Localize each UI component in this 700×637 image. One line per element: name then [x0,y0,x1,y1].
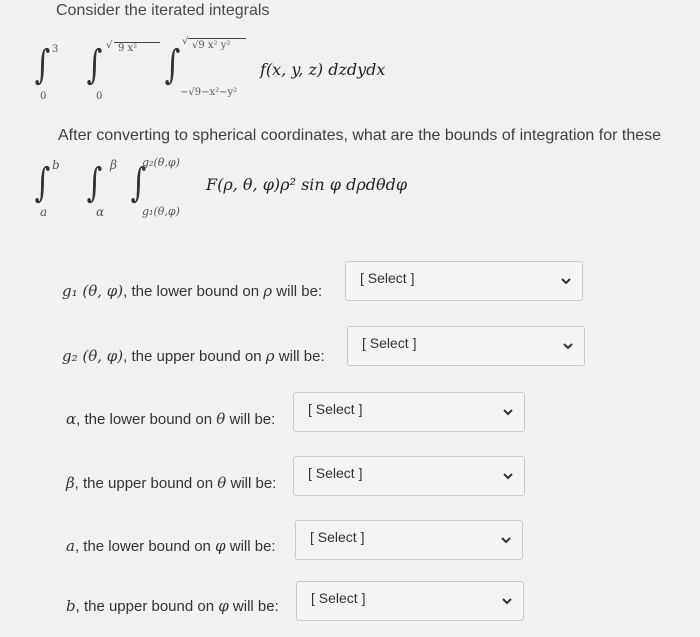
integral-sign: ∫ [130,160,147,206]
inner-lower-limit: −√9−x²−y² [180,87,238,98]
integral-sign: ∫ [164,42,181,88]
bound-text: , the lower bound on [76,411,217,428]
bound-text: , the lower bound on [74,538,216,555]
chevron-down-icon [501,595,513,607]
bound-text: , the upper bound on [74,475,218,492]
radical-sign: √ [182,36,189,47]
outer-upper-limit: b [52,158,60,172]
select-lower-theta[interactable] [293,392,525,432]
bound-suffix: will be: [274,348,325,365]
select-placeholder: [ Select ] [362,335,417,351]
select-upper-theta[interactable] [293,456,525,496]
integral-sign: ∫ [34,42,51,88]
select-upper-phi[interactable] [296,581,524,621]
middle-upper-limit: 9 x² [118,43,138,54]
integrand: F(ρ, θ, φ)ρ² sin φ dρdθdφ [206,175,408,194]
bound-variable: φ [218,597,229,615]
radical-bar [188,38,246,39]
intro-text: Consider the iterated integrals [56,2,270,19]
bound-text: , the upper bound on [75,598,219,615]
integrand: f(x, y, z) dzdydx [260,60,386,79]
integral-sign: ∫ [86,42,103,88]
select-placeholder: [ Select ] [308,465,363,481]
inner-upper-limit: g₂(θ,φ) [142,156,180,169]
select-upper-rho[interactable] [347,326,585,366]
bound-symbol: α [66,410,77,428]
inner-upper-limit: √9 x² y² [192,40,231,51]
bound-variable: θ [217,474,227,492]
middle-lower-limit: 0 [96,91,103,102]
bound-symbol: b [66,597,76,615]
select-lower-phi[interactable] [295,520,523,560]
chevron-down-icon [560,275,572,287]
bound-symbol: g₂ (θ, φ) [62,347,124,365]
chevron-down-icon [502,470,514,482]
radical-sign: √ [106,40,113,51]
bound-suffix: will be: [272,283,323,300]
bound-text: , the lower bound on [123,283,264,300]
question-text: After converting to spherical coordinates, what are the bounds of integration for these [58,127,662,144]
select-placeholder: [ Select ] [310,529,365,545]
bound-suffix: will be: [225,538,276,555]
chevron-down-icon [502,406,514,418]
outer-lower-limit: 0 [40,91,47,102]
select-placeholder: [ Select ] [311,590,366,606]
select-placeholder: [ Select ] [308,401,363,417]
bound-variable: φ [215,537,226,555]
chevron-down-icon [562,340,574,352]
bound-symbol: β [66,474,75,492]
bound-suffix: will be: [225,411,276,428]
bound-suffix: will be: [228,598,279,615]
integral-sign: ∫ [86,160,103,206]
integral-sign: ∫ [34,160,51,206]
bound-text: , the upper bound on [123,348,266,365]
select-placeholder: [ Select ] [360,270,415,286]
middle-upper-limit: β [110,158,117,172]
inner-lower-limit: g₁(θ,φ) [142,205,180,218]
outer-lower-limit: a [40,205,48,219]
bound-suffix: will be: [226,475,277,492]
bound-symbol: a [66,537,75,555]
outer-upper-limit: 3 [52,44,59,55]
select-lower-rho[interactable] [345,261,583,301]
bound-symbol: g₁ (θ, φ) [62,282,124,300]
chevron-down-icon [500,534,512,546]
bound-variable: θ [216,410,226,428]
bound-variable: ρ [263,282,273,300]
bound-variable: ρ [265,347,275,365]
middle-lower-limit: α [96,205,105,219]
